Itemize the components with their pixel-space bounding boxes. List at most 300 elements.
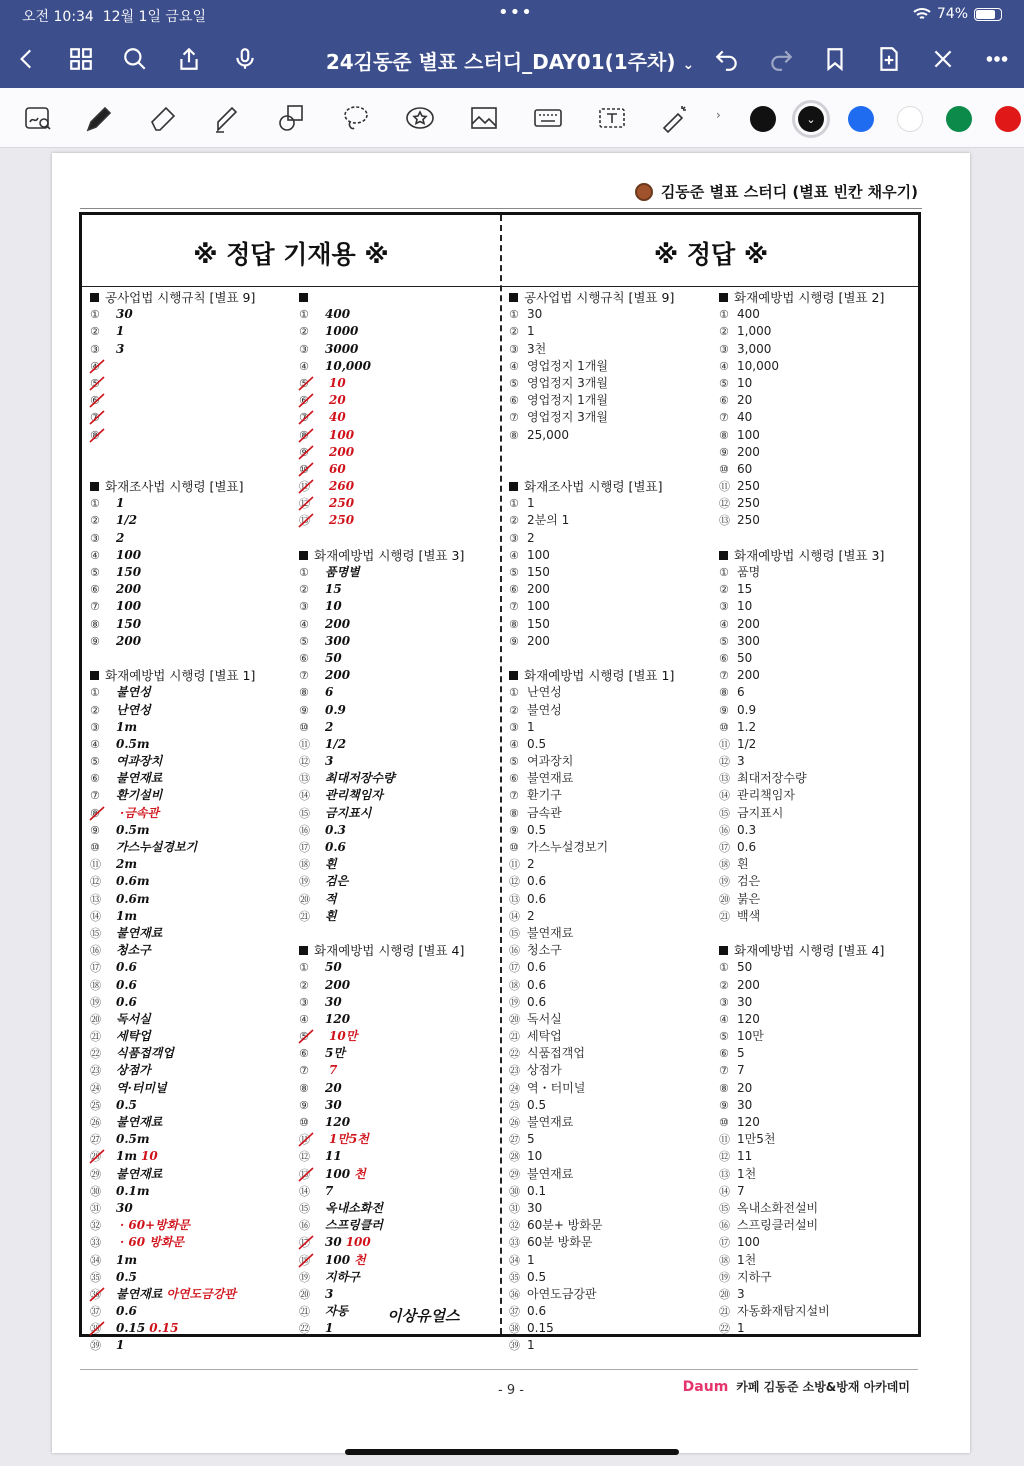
red-wrong-mark-icon	[297, 1234, 315, 1251]
handwritten-answer: 1m	[116, 908, 138, 923]
item-number: ⑳	[719, 1287, 730, 1301]
answer-key-value: 2	[527, 908, 535, 923]
answer-row	[299, 1028, 497, 1045]
answer-row	[719, 1252, 917, 1269]
red-wrong-mark-icon	[297, 375, 315, 392]
handwritten-answer: 3	[325, 1286, 334, 1301]
answer-row	[299, 1131, 497, 1148]
item-number: ⑤	[509, 566, 519, 579]
grid-view-button[interactable]	[64, 42, 98, 76]
answer-row	[509, 719, 707, 736]
item-number: ⑦	[90, 789, 100, 803]
daum-logo: Daum	[682, 1378, 729, 1395]
handwritten-answer: 식품접객업	[116, 1046, 174, 1061]
item-number: ⑪	[719, 480, 730, 494]
redo-button[interactable]	[764, 42, 798, 76]
item-number: ⑧	[509, 806, 519, 820]
item-number: ⑤	[299, 1030, 309, 1044]
answer-row	[90, 1080, 288, 1097]
handwritten-answer: 6	[325, 685, 334, 700]
handwritten-answer: 불연재료	[116, 771, 163, 786]
keyboard-tool[interactable]	[528, 100, 568, 136]
answer-row	[90, 633, 288, 650]
answer-row	[90, 1131, 288, 1148]
pen-tool[interactable]	[78, 100, 118, 136]
item-number: ④	[90, 359, 100, 373]
answer-row	[509, 891, 707, 908]
law-section-heading-text: 화재예방법 시행령 [별표 1]	[524, 668, 675, 684]
handwritten-answer	[106, 1235, 116, 1249]
red-correction: · 60+방화문	[120, 1218, 190, 1233]
answer-row	[90, 822, 288, 839]
answer-key-value: 품명	[737, 565, 761, 579]
handwritten-answer: 1/2	[325, 736, 347, 751]
handwritten-answer: 지하구	[325, 1269, 360, 1284]
back-button[interactable]	[10, 42, 44, 76]
answer-row	[719, 323, 917, 340]
answer-key-value: 가스누설경보기	[527, 840, 609, 854]
answer-row	[299, 684, 497, 701]
item-number: ②	[299, 978, 309, 992]
item-number: ㉙	[90, 1167, 101, 1181]
item-number: ⑲	[719, 1270, 730, 1284]
answer-row	[299, 650, 497, 667]
color-swatch-white[interactable]	[897, 106, 923, 132]
red-correction: 천	[354, 1166, 366, 1181]
highlighter-tool[interactable]	[208, 100, 248, 136]
answer-row	[299, 564, 497, 581]
shapes-tool[interactable]	[272, 100, 312, 136]
answer-row	[90, 495, 288, 512]
more-button[interactable]	[980, 42, 1014, 76]
item-number: ⑰	[719, 1236, 730, 1250]
share-button[interactable]	[172, 42, 206, 76]
handwritten-answer: 0.5m	[116, 1132, 150, 1147]
page-header-text: 김동준 별표 스터디 (별표 빈칸 채우기)	[660, 183, 918, 201]
law-section-heading	[90, 289, 288, 306]
answer-row	[719, 616, 917, 633]
answer-key-value: 200	[527, 633, 550, 648]
back-icon	[14, 46, 40, 72]
item-number: ㉜	[90, 1219, 101, 1233]
item-number: ⑥	[299, 394, 309, 408]
header-rule	[80, 208, 922, 209]
square-bullet-icon	[299, 551, 308, 560]
answer-row	[299, 1166, 497, 1183]
item-number: ⑧	[299, 686, 309, 700]
handwritten-answer: 세탁업	[116, 1029, 151, 1044]
law-section-heading	[719, 547, 917, 564]
page-header	[635, 181, 918, 202]
handwritten-answer: 1/2	[116, 513, 138, 528]
answer-key-value: 120	[737, 1011, 760, 1026]
blank-line	[299, 530, 497, 547]
chevron-down-icon: ⌄	[806, 112, 816, 126]
item-number: ⑪	[719, 737, 730, 751]
answer-row	[509, 358, 707, 375]
answer-row	[719, 702, 917, 719]
answer-row	[509, 977, 707, 994]
item-number: ⑪	[299, 1133, 310, 1147]
answer-row	[90, 409, 288, 426]
answer-row	[299, 719, 497, 736]
item-number: ⑯	[299, 823, 310, 837]
handwritten-answer: 5만	[325, 1046, 345, 1061]
handwritten-answer: 0.6m	[116, 874, 150, 889]
answer-row	[90, 375, 288, 392]
item-number: ⑧	[719, 1081, 729, 1095]
color-swatch-black[interactable]	[750, 106, 776, 132]
shapes-icon	[276, 102, 308, 134]
answer-row	[719, 1114, 917, 1131]
answer-row	[509, 1303, 707, 1320]
answer-row	[509, 1131, 707, 1148]
item-number: ②	[719, 583, 729, 597]
answer-row	[509, 787, 707, 804]
item-number: ㉝	[509, 1236, 520, 1250]
answer-row	[509, 427, 707, 444]
item-number: ㉒	[509, 1047, 520, 1061]
answer-key-value: 영업정지 1개월	[527, 358, 609, 373]
center-divider	[500, 215, 502, 1334]
item-number: ⑳	[509, 1012, 520, 1026]
answer-row	[509, 581, 707, 598]
lasso-tool[interactable]	[336, 100, 376, 136]
item-number: ⑧	[509, 428, 519, 442]
item-number: ⑥	[299, 1047, 309, 1061]
item-number: ⑥	[90, 583, 100, 597]
answer-row	[90, 530, 288, 547]
handwritten-answer: 10	[325, 599, 342, 614]
item-number: ⑰	[509, 961, 520, 975]
answer-key-value: 60분 방화문	[527, 1235, 593, 1250]
item-number: ③	[509, 720, 519, 734]
answer-row	[509, 856, 707, 873]
laser-pointer-icon	[658, 102, 690, 134]
color-swatch-green[interactable]	[946, 106, 972, 132]
item-number: ⑦	[719, 411, 729, 425]
color-swatch-blue[interactable]	[848, 106, 874, 132]
answer-row	[719, 1303, 917, 1320]
search-button[interactable]	[118, 42, 152, 76]
law-section-heading	[719, 942, 917, 959]
item-number: ㊱	[509, 1287, 520, 1301]
answer-key-value: 0.6	[527, 874, 547, 889]
sticker-tool[interactable]	[400, 100, 440, 136]
item-number: ㉛	[90, 1201, 101, 1215]
answer-row	[509, 805, 707, 822]
answer-key-value: 영업정지 3개월	[527, 375, 609, 390]
answer-row	[90, 959, 288, 976]
text-box-tool[interactable]	[592, 100, 632, 136]
item-number: ⑲	[509, 995, 520, 1009]
square-bullet-icon	[90, 671, 99, 680]
answer-key-value: 100	[527, 599, 550, 614]
law-section-heading-text: 화재예방법 시행령 [별표 3]	[314, 547, 465, 563]
answer-key-value: 0.5	[527, 1097, 547, 1112]
answer-row	[719, 736, 917, 753]
item-number: ⑬	[299, 772, 310, 786]
answer-row	[719, 461, 917, 478]
item-number: ⑱	[719, 858, 730, 872]
answer-row	[509, 839, 707, 856]
item-number: ③	[719, 600, 729, 614]
item-number: ⑬	[719, 514, 730, 528]
handwritten-answer: 0.9	[325, 702, 346, 717]
answer-key-value: 1/2	[737, 736, 757, 751]
answer-key-value: 청소구	[527, 943, 562, 958]
law-section-heading	[90, 478, 288, 495]
answer-row	[299, 1200, 497, 1217]
answer-row	[719, 1269, 917, 1286]
item-number: ㉑	[719, 1305, 730, 1319]
handwritten-answer: 0.5m	[116, 822, 150, 837]
footer-brand	[683, 1378, 910, 1395]
handwritten-answer: 2	[325, 719, 334, 734]
answer-row	[509, 1011, 707, 1028]
item-number: ⑨	[719, 703, 729, 717]
item-number: ②	[90, 514, 100, 528]
red-wrong-mark-icon	[88, 1286, 106, 1303]
answer-key-value: 지하구	[737, 1269, 772, 1284]
handwritten-answer: 역·터미널	[116, 1080, 167, 1095]
law-section-heading	[509, 667, 707, 684]
item-number: ⑮	[90, 926, 101, 940]
item-number: ①	[719, 961, 729, 975]
answer-row	[719, 341, 917, 358]
answer-row	[90, 1062, 288, 1079]
answer-row	[299, 891, 497, 908]
answer-row	[719, 1234, 917, 1251]
item-number: ㉞	[90, 1253, 101, 1267]
item-number: ③	[509, 531, 519, 545]
handwritten-answer: 30	[325, 1235, 342, 1250]
answer-row	[90, 805, 288, 822]
item-number: ⑨	[509, 823, 519, 837]
answer-row	[509, 925, 707, 942]
handwritten-answer: 0.1m	[116, 1183, 150, 1198]
answer-row	[90, 1337, 288, 1354]
answer-row	[509, 702, 707, 719]
handwritten-answer: 0.6	[116, 1304, 137, 1319]
item-number: ⑨	[719, 445, 729, 459]
answer-row	[509, 633, 707, 650]
law-section-heading	[299, 289, 497, 306]
blank-line	[509, 444, 707, 461]
answer-row	[509, 1097, 707, 1114]
handwritten-answer: 400	[325, 307, 351, 322]
answer-row	[90, 908, 288, 925]
answer-key-value: 3	[737, 754, 745, 769]
handwritten-answer: 독서실	[116, 1011, 151, 1026]
item-number: ⑫	[299, 497, 310, 511]
mascot-logo-icon	[635, 183, 653, 201]
handwritten-answer: 50	[325, 960, 342, 975]
handwritten-answer: 난연성	[116, 702, 151, 717]
handwritten-answer: 적	[325, 891, 337, 906]
answer-key-value: 10	[737, 599, 753, 614]
item-number: ⑮	[719, 1201, 730, 1215]
handwritten-answer	[106, 1218, 116, 1232]
answer-row	[299, 873, 497, 890]
answer-row	[509, 1062, 707, 1079]
undo-button[interactable]	[710, 42, 744, 76]
square-bullet-icon	[509, 671, 518, 680]
red-wrong-mark-icon	[297, 478, 315, 495]
answer-row	[299, 392, 497, 409]
item-number: ㉗	[90, 1133, 101, 1147]
answer-key-value: 150	[527, 565, 550, 579]
handwritten-answer: 0.15	[116, 1321, 146, 1336]
answer-key-value: 20	[737, 1080, 753, 1095]
answer-row	[90, 787, 288, 804]
answer-row	[299, 478, 497, 495]
answer-key-value: 0.15	[527, 1321, 554, 1336]
add-page-button[interactable]	[872, 42, 906, 76]
handwritten-answer: 1000	[325, 324, 359, 339]
red-correction: 20	[329, 393, 346, 408]
item-number: ⑮	[719, 806, 730, 820]
answer-row	[90, 684, 288, 701]
close-tools-button[interactable]	[926, 42, 960, 76]
item-number: ⑭	[719, 1184, 730, 1198]
item-number: ⑨	[299, 703, 309, 717]
answer-row	[90, 736, 288, 753]
answer-row	[509, 1320, 707, 1337]
item-number: ⑨	[719, 1098, 729, 1112]
toolbar-collapse-icon[interactable]: ›	[716, 108, 721, 122]
answer-row	[90, 1114, 288, 1131]
mic-button[interactable]	[228, 42, 262, 76]
bookmark-button[interactable]	[818, 42, 852, 76]
laser-pointer-tool[interactable]	[654, 100, 694, 136]
item-number: ㉟	[90, 1270, 101, 1284]
multitask-dots[interactable]: •••	[498, 2, 533, 23]
handwritten-answer: 100	[116, 547, 142, 562]
answer-row	[299, 994, 497, 1011]
red-wrong-mark-icon	[297, 1131, 315, 1148]
handwritten-answer: 금지표시	[325, 805, 372, 820]
answer-row	[90, 719, 288, 736]
redo-icon	[768, 46, 794, 72]
answer-row	[719, 1286, 917, 1303]
answer-key-value: 40	[737, 410, 753, 425]
item-number: ⑳	[299, 892, 310, 906]
answer-key-value: 0.6	[527, 960, 547, 975]
red-correction: 60	[329, 461, 346, 476]
right-section-title: ※ 정답 ※	[653, 240, 769, 269]
item-number: ④	[719, 359, 729, 373]
answer-row	[299, 495, 497, 512]
sticker-icon	[404, 102, 436, 134]
law-section-heading-text: 화재예방법 시행령 [별표 1]	[105, 668, 256, 684]
item-number: ㉔	[509, 1081, 520, 1095]
answer-key-value: 200	[737, 977, 760, 992]
color-swatch-selected-black[interactable]	[798, 106, 824, 132]
answer-row	[509, 547, 707, 564]
answer-key-value: 관리책임자	[737, 788, 795, 803]
answer-row	[719, 994, 917, 1011]
answer-key-value: 0.3	[737, 822, 757, 837]
answer-row	[509, 323, 707, 340]
item-number: ⑥	[509, 583, 519, 597]
answer-key-value: 5	[527, 1132, 535, 1147]
answer-row	[299, 461, 497, 478]
answer-row	[90, 1028, 288, 1045]
answer-key-value: 50	[737, 650, 753, 665]
document-page[interactable]	[52, 153, 970, 1453]
title-divider	[82, 286, 918, 287]
answer-key-value: 흰	[737, 857, 749, 872]
home-indicator[interactable]	[345, 1449, 679, 1455]
item-number: ⑲	[299, 1270, 310, 1284]
more-icon	[984, 46, 1010, 72]
answer-key-value: 5	[737, 1046, 745, 1061]
answer-key-value: 금속관	[527, 805, 562, 820]
answer-key-value: 0.5	[527, 736, 547, 751]
item-number: ⑧	[719, 428, 729, 442]
item-number: ③	[90, 720, 100, 734]
red-wrong-mark-icon	[297, 1252, 315, 1269]
square-bullet-icon	[509, 482, 518, 491]
eraser-tool[interactable]	[144, 100, 184, 136]
answer-key-value: 300	[737, 633, 760, 648]
bookmark-icon	[822, 46, 848, 72]
answer-row	[509, 994, 707, 1011]
handwritten-answer	[315, 393, 325, 407]
item-number: ⑩	[719, 462, 729, 476]
keyboard-icon	[532, 102, 564, 134]
column-answer-key-1	[509, 289, 707, 1355]
item-number: ⑧	[719, 686, 729, 700]
handwritten-answer: 상점가	[116, 1063, 151, 1078]
answer-row	[299, 770, 497, 787]
item-number: ①	[719, 566, 729, 579]
answer-row	[299, 805, 497, 822]
handwritten-answer	[106, 410, 116, 424]
answer-key-value: 400	[737, 307, 760, 322]
red-correction: 10	[141, 1149, 158, 1164]
answer-row	[509, 942, 707, 959]
status-time-date	[22, 6, 206, 26]
red-correction: 40	[329, 410, 346, 425]
answer-row	[299, 633, 497, 650]
answer-key-value: 0.5	[527, 1269, 547, 1284]
color-swatch-red[interactable]	[995, 106, 1021, 132]
zoom-note-tool[interactable]	[18, 100, 58, 136]
item-number: ⑯	[299, 1219, 310, 1233]
item-number: ㉚	[90, 1184, 101, 1198]
item-number: ②	[509, 703, 519, 717]
handwritten-answer: 흰	[325, 857, 337, 872]
answer-row	[299, 444, 497, 461]
answer-row	[719, 1183, 917, 1200]
handwritten-answer: 150	[116, 565, 142, 579]
red-wrong-mark-icon	[88, 392, 106, 409]
item-number: ㉜	[509, 1219, 520, 1233]
image-tool[interactable]	[464, 100, 504, 136]
item-number: ⑲	[299, 875, 310, 889]
item-number: ⑭	[719, 789, 730, 803]
footer-brand-text: 카페 김동준 소방&방재 아카데미	[736, 1380, 910, 1394]
answer-key-value: 0.6	[527, 994, 547, 1009]
item-number: ⑩	[299, 462, 309, 476]
answer-key-value: 100	[737, 427, 760, 442]
handwritten-answer: 1m	[116, 1149, 138, 1164]
item-number: ㊱	[90, 1287, 101, 1301]
document-title[interactable]	[300, 46, 720, 75]
item-number: ⑳	[719, 892, 730, 906]
